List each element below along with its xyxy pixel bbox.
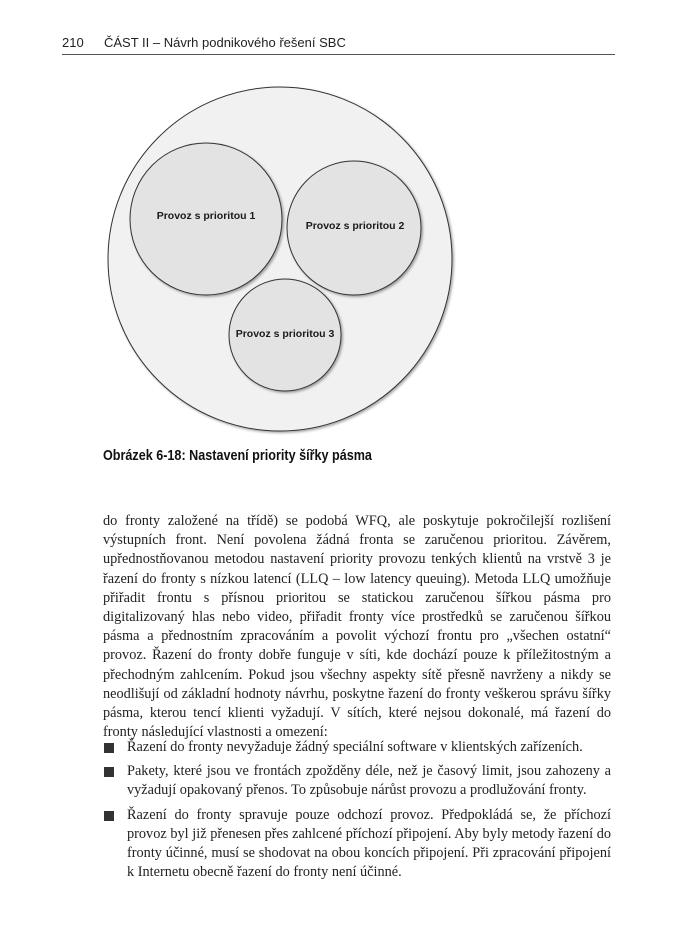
priority-label-1: Provoz s prioritou 1 bbox=[156, 209, 256, 222]
list-item bbox=[103, 806, 611, 883]
priority-circle-1 bbox=[130, 143, 282, 295]
body-paragraph: do fronty založené na třídě) se podobá WFQ, ale poskytuje pokročilejší rozlišení výstupních front. Není povolena žádná fronta se zaručenou prioritou. Závěrem, upřednostňovanou metodou nastavení priority provozu tenkých klientů na vrstvě 3 je řazení do fronty s nízkou latencí (LLQ – low latency queuing). Metoda LLQ umožňuje přiřadit frontu s přísnou prioritou se statickou zaručenou šířkou pásma pro digitalizovaný hlas nebo video, přiřadit fronty více prostředků se zaručenou šířkou pásma a přednostním zpracováním a povolit výchozí frontu pro „všechen ostatní“ provoz. Řazení do fronty dobře funguje v síti, kde dochází pouze k příležitostným a přechodným zahlcením. Pokud jsou všechny aspekty sítě přesně navrženy a nikdy se neodlišují od základní hodnoty návrhu, poskytne řazení do fronty veškerou správu šířky pásma, kterou tencí klienti vyžadují. V sítích, které nejsou dokonalé, má řazení do fronty následující vlastnosti a omezení: bbox=[103, 513, 611, 741]
page-number: 210 bbox=[62, 35, 84, 50]
figure-caption: Obrázek 6-18: Nastavení priority šířky pásma bbox=[103, 447, 372, 464]
square-bullet-icon bbox=[104, 811, 114, 821]
priority-label-3: Provoz s prioritou 3 bbox=[235, 327, 335, 340]
priority-circle-2 bbox=[287, 161, 421, 295]
list-item-text: Řazení do fronty nevyžaduje žádný speciální software v klientských zařízeních. bbox=[127, 739, 583, 755]
list-item-text: Pakety, které jsou ve frontách zpožděny déle, než je časový limit, jsou zahozeny a vyžadují opakovaný přenos. To způsobuje nárůst provozu a prodlužování fronty. bbox=[127, 763, 611, 799]
bullet-list bbox=[103, 738, 611, 887]
list-item bbox=[103, 762, 611, 800]
square-bullet-icon bbox=[104, 743, 114, 753]
list-item-text: Řazení do fronty spravuje pouze odchozí provoz. Předpokládá se, že příchozí provoz byl již přenesen přes zahlcené příchozí připojení. Aby byly metody řazení do fronty účinné, musí se shodovat na obou koncích připojení. Při zpracování připojení k Internetu obecně řazení do fronty není účinné. bbox=[127, 806, 611, 881]
square-bullet-icon bbox=[104, 767, 114, 777]
running-title: ČÁST II – Návrh podnikového řešení SBC bbox=[104, 35, 346, 50]
list-item bbox=[103, 738, 611, 757]
priority-label-2: Provoz s prioritou 2 bbox=[305, 219, 405, 232]
priority-circle-3 bbox=[229, 279, 341, 391]
